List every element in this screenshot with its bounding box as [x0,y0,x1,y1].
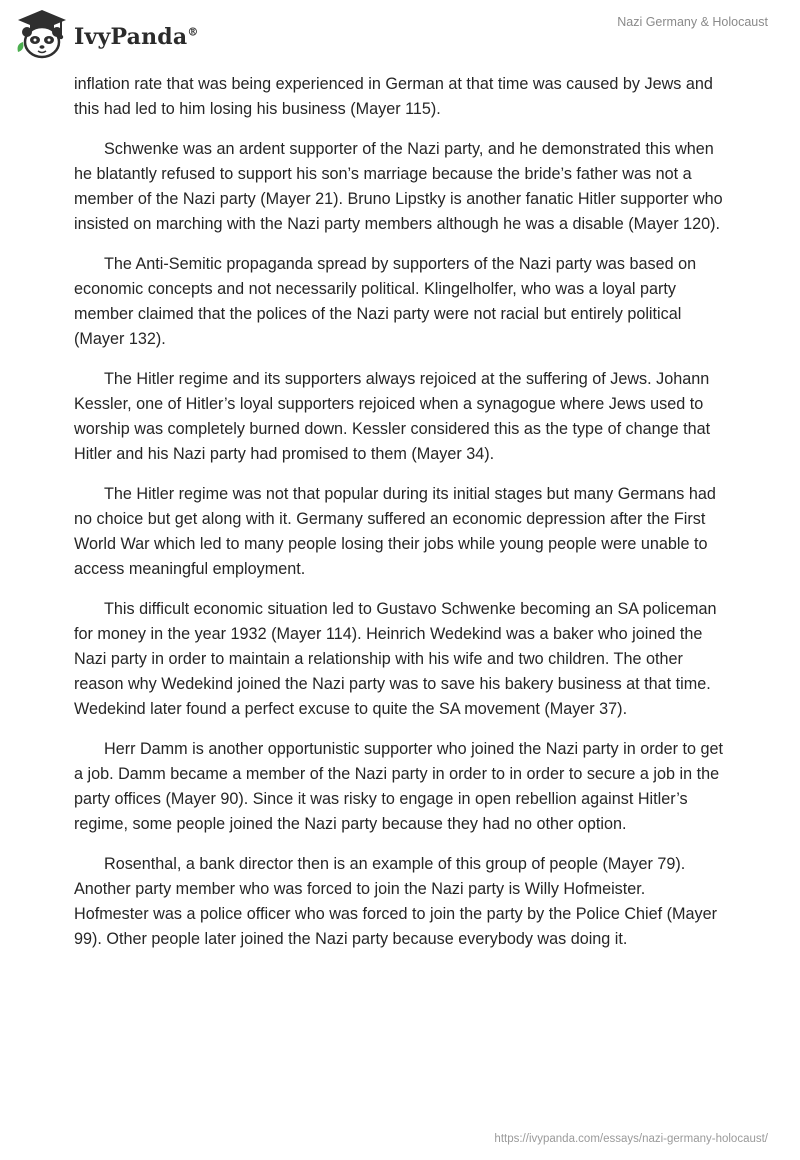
ivypanda-logo[interactable] [14,8,199,62]
essay-body [74,72,724,967]
paragraph: The Hitler regime and its supporters always rejoiced at the suffering of Jews. Johann Kessler, one of Hitler’s loyal supporters rejoiced when a synagogue where Jews used to worship was completely burned down. Kessler considered this as the type of change that Hitler and his Nazi party had promised to them (Mayer 34). [74,370,711,463]
brand-name: IvyPanda® [74,24,199,50]
source-url-link[interactable]: https://ivypanda.com/essays/nazi-germany-holocaust/ [494,1133,768,1145]
page-header [0,0,800,70]
document-title: Nazi Germany & Holocaust [617,15,768,29]
paragraph: inflation rate that was being experienced in German at that time was caused by Jews and this had led to him losing his business (Mayer 115). [74,75,713,118]
paragraph: Herr Damm is another opportunistic supporter who joined the Nazi party in order to get a job. Damm became a member of the Nazi party in order to in order to secure a job in the party offices (Mayer 90). Since it was risky to engage in open rebellion against Hitler’s regime, some people joined the Nazi party because they had no other option. [74,740,724,833]
registered-mark: ® [187,25,199,39]
paragraph: Schwenke was an ardent supporter of the Nazi party, and he demonstrated this when he blatantly refused to support his son’s marriage because the bride’s father was not a member of the Nazi party (Mayer 21). Bruno Lipstky is another fanatic Hitler supporter who insisted on marching with the Nazi party members although he was a disable (Mayer 120). [74,140,723,233]
paragraph: This difficult economic situation led to Gustavo Schwenke becoming an SA policeman for money in the year 1932 (Mayer 114). Heinrich Wedekind was a baker who joined the Nazi party in order to maintain a relationship with his wife and two children. The other reason why Wedekind joined the Nazi party was to save his bakery business at that time. Wedekind later found a perfect excuse to quite the SA movement (Mayer 37). [74,600,717,718]
paragraph: The Anti-Semitic propaganda spread by supporters of the Nazi party was based on economic concepts and not necessarily political. Klingelholfer, who was a loyal party member claimed that the polices of the Nazi party were not racial but entirely political (Mayer 132). [74,255,697,348]
paragraph: The Hitler regime was not that popular during its initial stages but many Germans had no choice but get along with it. Germany suffered an economic depression after the First World War which led to many people losing their jobs while young people were unable to access meaningful employment. [74,485,716,578]
panda-graduate-icon [14,8,70,62]
paragraph: Rosenthal, a bank director then is an example of this group of people (Mayer 79). Another party member who was forced to join the Nazi party is Willy Hofmeister. Hofmester was a police officer who was forced to join the party by the Police Chief (Mayer 99). Other people later joined the Nazi party because everybody was doing it. [74,855,717,948]
